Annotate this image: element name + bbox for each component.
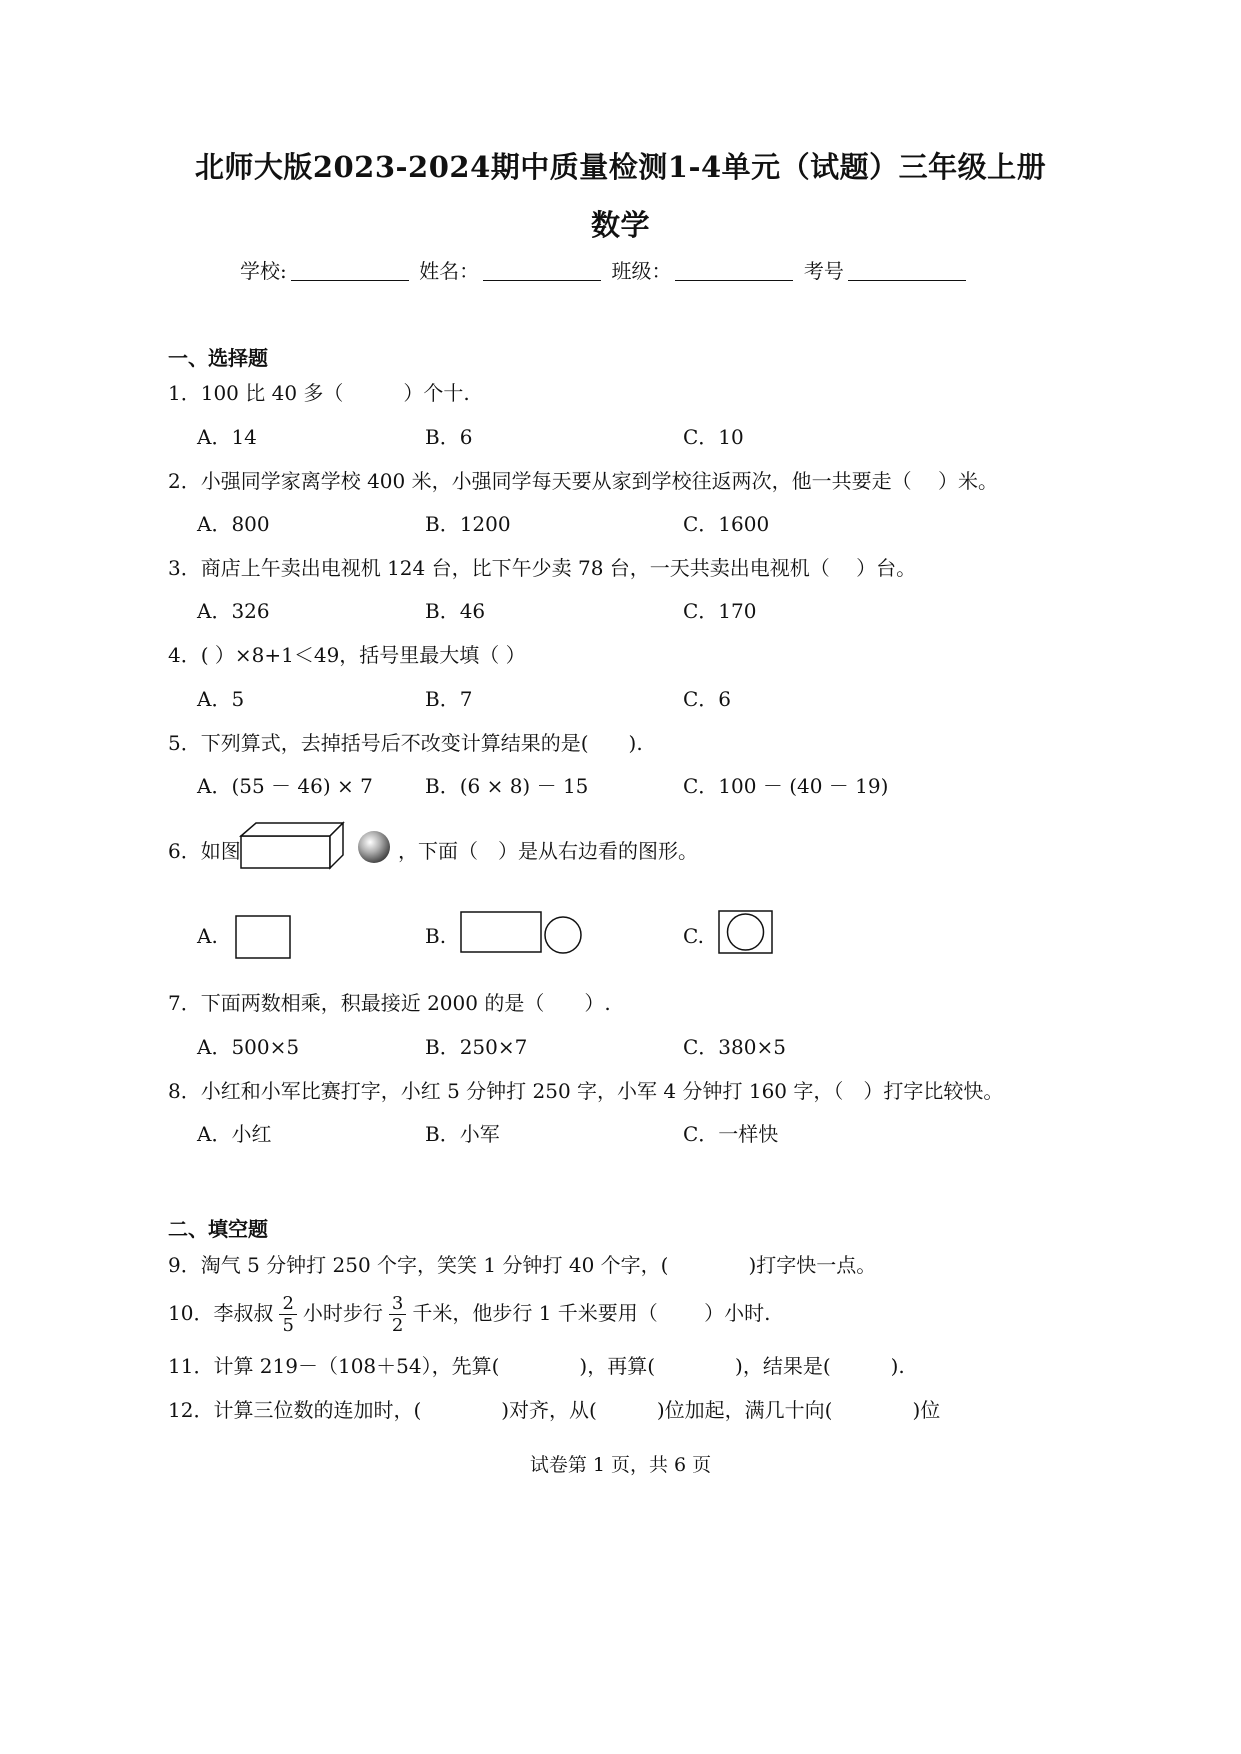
question-10 (168, 1290, 771, 1336)
question-3: 3．商店上午卖出电视机 124 台，比下午少卖 78 台，一天共卖出电视机（ ）台。 (168, 556, 917, 580)
cuboid-figure (238, 820, 348, 872)
q4-option-c: C．6 (683, 687, 732, 711)
q3-option-a: A．326 (197, 599, 270, 623)
name-label: 姓名： (419, 259, 480, 283)
q6-option-a-rectangle-figure (234, 913, 294, 961)
sphere-figure (356, 829, 392, 865)
fraction-two-fifths (279, 1293, 296, 1336)
question-4: 4．( ）×8+1＜49，括号里最大填（ ） (168, 643, 526, 667)
fraction-2-numerator: 3 (389, 1293, 406, 1315)
q10-middle: 小时步行 (302, 1301, 383, 1325)
q6-option-c-square-circle-figure (716, 908, 776, 956)
question-1: 1．100 比 40 多（ ）个十. (168, 381, 470, 405)
fraction-1-numerator: 2 (279, 1293, 296, 1315)
school-label: 学校: (240, 259, 287, 283)
q7-option-a: A．500×5 (197, 1035, 300, 1059)
q2-option-b: B．1200 (425, 512, 511, 536)
fraction-three-halves (389, 1293, 406, 1336)
page-footer: 试卷第 1 页，共 6 页 (529, 1454, 712, 1476)
question-8: 8．小红和小军比赛打字，小红 5 分钟打 250 字，小军 4 分钟打 160 字，（ ）打字比较快。 (168, 1079, 1004, 1103)
q1-option-c: C．10 (683, 425, 744, 449)
q4-option-b: B．7 (425, 687, 473, 711)
q2-option-c: C．1600 (683, 512, 770, 536)
q6-option-b-rectangle-circle-figure (459, 908, 585, 958)
q5-option-a: A．(55 － 46) × 7 (197, 774, 373, 798)
q4-option-a: A．5 (197, 687, 245, 711)
q1-option-a: A．14 (197, 425, 257, 449)
exam-number-blank (848, 260, 966, 281)
school-blank (291, 260, 409, 281)
title-line-1: 北师大版2023-2024期中质量检测1-4单元（试题）三年级上册 (194, 150, 1047, 184)
question-9: 9．淘气 5 分钟打 250 个字，笑笑 1 分钟打 40 个字，( )打字快一点。 (168, 1253, 877, 1277)
question-6-suffix: ，下面（ ）是从右边看的图形。 (398, 839, 698, 863)
q7-option-b: B．250×7 (425, 1035, 528, 1059)
exam-number-label: 考号 (803, 259, 844, 283)
q6-option-b: B. (425, 924, 447, 948)
q5-option-c: C．100 － (40 － 19) (683, 774, 889, 798)
q6-option-c: C. (683, 924, 704, 948)
question-6-prefix: 6．如图 (168, 839, 241, 863)
q2-option-a: A．800 (197, 512, 270, 536)
class-label: 班级： (611, 259, 672, 283)
question-2: 2．小强同学家离学校 400 米，小强同学每天要从家到学校往返两次，他一共要走（ ）米。 (168, 469, 998, 493)
name-blank (483, 260, 601, 281)
question-12: 12．计算三位数的连加时，( )对齐，从( )位加起，满几十向( )位 (168, 1398, 941, 1422)
q6-option-a: A. (197, 924, 218, 948)
q8-option-a: A．小红 (197, 1122, 272, 1146)
section-2-heading: 二、填空题 (168, 1217, 268, 1241)
question-7: 7．下面两数相乘，积最接近 2000 的是（ ）. (168, 991, 611, 1015)
title-line-2: 数学 (590, 208, 650, 242)
q5-option-b: B．(6 × 8) － 15 (425, 774, 589, 798)
q10-prefix: 10．李叔叔 (168, 1301, 274, 1325)
q3-option-c: C．170 (683, 599, 757, 623)
student-info-row (240, 255, 970, 284)
q1-option-b: B．6 (425, 425, 473, 449)
q8-option-b: B．小军 (425, 1122, 500, 1146)
q10-suffix: 千米，他步行 1 千米要用（ ）小时. (412, 1301, 771, 1325)
question-11: 11．计算 219－（108＋54），先算( )，再算( )，结果是( ). (168, 1354, 905, 1378)
q8-option-c: C．一样快 (683, 1122, 779, 1146)
q3-option-b: B．46 (425, 599, 486, 623)
q7-option-c: C．380×5 (683, 1035, 786, 1059)
question-5: 5．下列算式，去掉括号后不改变计算结果的是( ). (168, 731, 643, 755)
fraction-1-denominator: 5 (282, 1315, 294, 1336)
class-blank (675, 260, 793, 281)
fraction-2-denominator: 2 (391, 1315, 404, 1336)
section-1-heading: 一、选择题 (168, 346, 268, 370)
